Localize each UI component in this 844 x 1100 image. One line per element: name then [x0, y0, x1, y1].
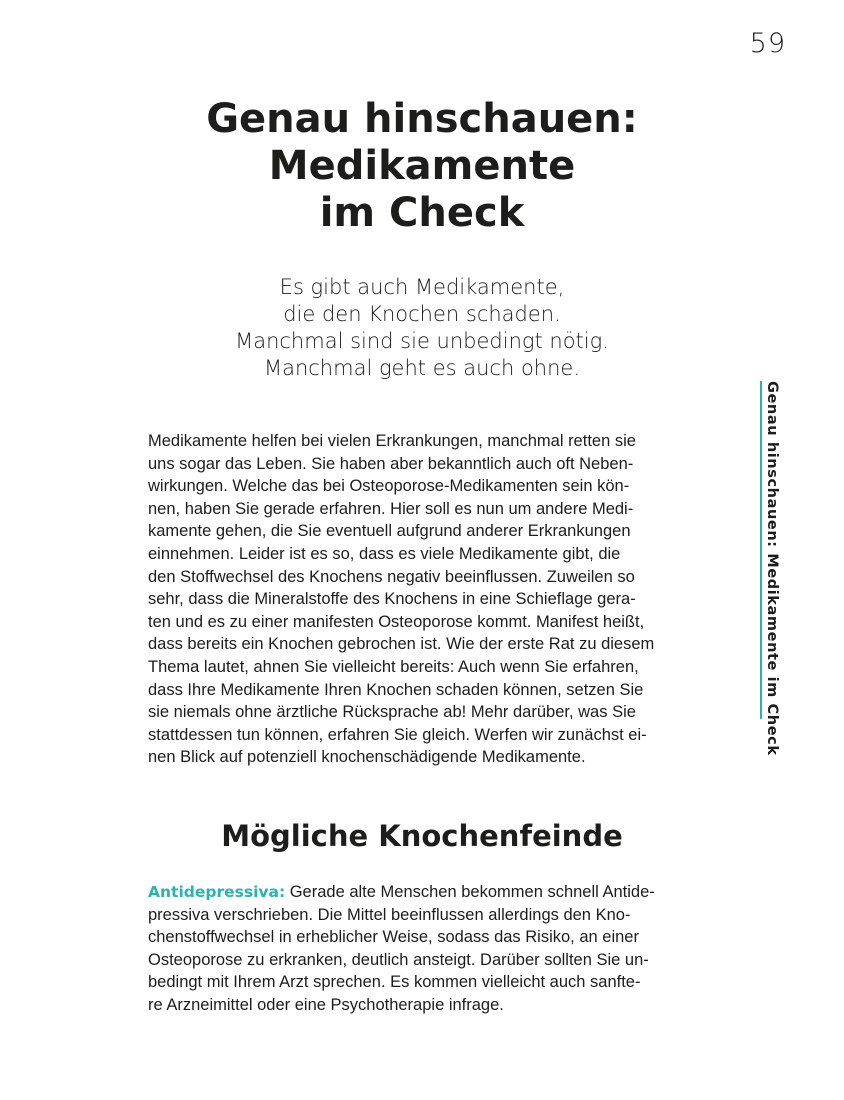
body-line: dass Ihre Medikamente Ihren Knochen schaden können, setzen Sie	[148, 680, 644, 699]
side-chapter-label: Genau hinschauen: Medikamente im Check	[764, 381, 780, 756]
body-line: wirkungen. Welche das bei Osteoporose-Medikamenten sein kön-	[148, 477, 630, 496]
section-line: re Arzneimittel oder eine Psychotherapie infrage.	[148, 995, 504, 1014]
side-accent-rule	[760, 381, 762, 719]
body-line: uns sogar das Leben. Sie haben aber bekanntlich auch oft Neben-	[148, 454, 634, 473]
section-line	[148, 881, 700, 904]
section-line: bedingt mit Ihrem Arzt sprechen. Es kommen vielleicht auch sanfte-	[148, 973, 641, 992]
title-line: Medikamente	[268, 143, 576, 189]
body-paragraph	[148, 430, 700, 769]
title-line: Genau hinschauen:	[206, 96, 638, 142]
body-line: sehr, dass die Mineralstoffe des Knochens in eine Schieflage gera-	[148, 590, 636, 609]
section-line: pressiva verschrieben. Die Mittel beeinflussen allerdings den Kno-	[148, 905, 631, 924]
body-line: einnehmen. Leider ist es so, dass es viele Medikamente gibt, die	[148, 544, 621, 563]
intro-line: Es gibt auch Medikamente,	[279, 275, 565, 299]
page-number: 59	[749, 28, 786, 59]
body-line: sie niemals ohne ärztliche Rücksprache ab! Mehr darüber, was Sie	[148, 703, 636, 722]
section-heading: Mögliche Knochenfeinde	[221, 819, 623, 853]
body-line: stattdessen tun können, erfahren Sie gleich. Werfen wir zunächst ei-	[148, 725, 647, 744]
term-label: Antidepressiva:	[148, 883, 286, 901]
intro-line: Manchmal sind sie unbedingt nötig.	[235, 329, 609, 353]
intro-line: Manchmal geht es auch ohne.	[263, 356, 581, 380]
section-line-rest: Gerade alte Menschen bekommen schnell Antide-	[285, 883, 655, 901]
page-title	[0, 96, 844, 237]
title-line: im Check	[319, 190, 525, 236]
section-line: chenstoffwechsel in erheblicher Weise, sodass das Risiko, an einer	[148, 928, 639, 947]
body-line: ten und es zu einer manifesten Osteoporose kommt. Manifest heißt,	[148, 612, 645, 631]
section-line: Osteoporose zu erkranken, deutlich ansteigt. Darüber sollten Sie un-	[148, 950, 649, 969]
intro-text	[0, 274, 844, 382]
body-line: dass bereits ein Knochen gebrochen ist. Wie der erste Rat zu diesem	[148, 635, 655, 654]
body-line: Medikamente helfen bei vielen Erkrankungen, manchmal retten sie	[148, 432, 636, 450]
body-line: kamente gehen, die Sie eventuell aufgrund anderer Erkrankungen	[148, 522, 631, 541]
body-line: den Stoffwechsel des Knochens negativ beeinflussen. Zuweilen so	[148, 567, 635, 586]
body-line: Thema lautet, ahnen Sie vielleicht bereits: Auch wenn Sie erfahren,	[148, 657, 639, 676]
section-paragraph	[148, 881, 700, 1017]
intro-line: die den Knochen schaden.	[283, 302, 561, 326]
body-line: nen, haben Sie gerade erfahren. Hier soll es nun um andere Medi-	[148, 499, 634, 518]
body-line: nen Blick auf potenziell knochenschädigende Medikamente.	[148, 748, 586, 767]
